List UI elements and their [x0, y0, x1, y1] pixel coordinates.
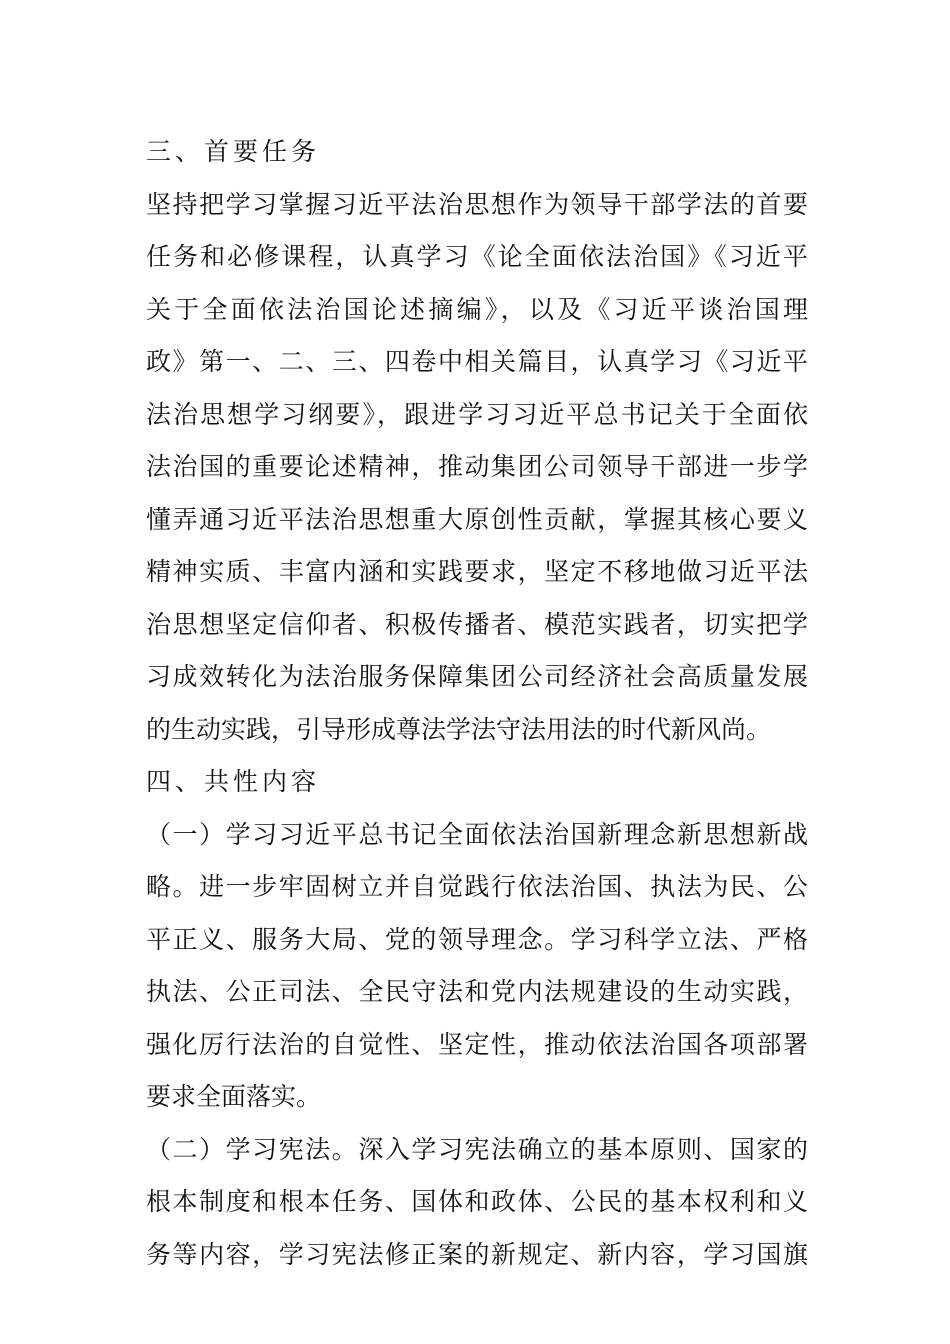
text-line: 务等内容，学习宪法修正案的新规定、新内容，学习国旗 — [146, 1239, 808, 1269]
text-line: 平正义、服务大局、党的领导理念。学习科学立法、严格 — [146, 924, 808, 954]
text-line: 坚持把学习掌握习近平法治思想作为领导干部学法的首要 — [146, 189, 808, 219]
text-line: 法治思想学习纲要》，跟进学习习近平总书记关于全面依 — [146, 399, 808, 429]
text-line: 根本制度和根本任务、国体和政体、公民的基本权利和义 — [146, 1187, 808, 1216]
text-line: 关于全面依法治国论述摘编》，以及《习近平谈治国理 — [146, 294, 808, 324]
text-line: （一）学习习近平总书记全面依法治国新理念新思想新战 — [146, 819, 808, 849]
text-line: 政》第一、二、三、四卷中相关篇目，认真学习《习近平 — [146, 347, 808, 376]
section-4-item-2 — [146, 1124, 808, 1282]
text-line: 的生动实践，引导形成尊法学法守法用法的时代新风尚。 — [146, 714, 772, 744]
text-line: 精神实质、丰富内涵和实践要求，坚定不移地做习近平法 — [146, 557, 808, 586]
text-line: 懂弄通习近平法治思想重大原创性贡献，掌握其核心要义 — [146, 504, 808, 534]
document-body — [146, 126, 808, 1281]
section-4-item-1 — [146, 809, 808, 1124]
text-line: 习成效转化为法治服务保障集团公司经济社会高质量发展 — [146, 662, 808, 691]
text-line: 略。进一步牢固树立并自觉践行依法治国、执法为民、公 — [146, 872, 808, 901]
section-3-paragraph — [146, 179, 808, 757]
text-line: 治思想坚定信仰者、积极传播者、模范实践者，切实把学 — [146, 609, 808, 639]
text-line: 要求全面落实。 — [146, 1082, 322, 1111]
section-3-heading: 三、首要任务 — [146, 137, 321, 166]
text-line: 任务和必修课程，认真学习《论全面依法治国》《习近平 — [146, 242, 808, 271]
text-line: 法治国的重要论述精神，推动集团公司领导干部进一步学 — [146, 452, 808, 481]
section-4-heading: 四、共性内容 — [146, 767, 321, 796]
text-line: 执法、公正司法、全民守法和党内法规建设的生动实践， — [146, 977, 808, 1006]
text-line: 强化厉行法治的自觉性、坚定性，推动依法治国各项部署 — [146, 1029, 808, 1059]
text-line: （二）学习宪法。深入学习宪法确立的基本原则、国家的 — [146, 1134, 808, 1164]
